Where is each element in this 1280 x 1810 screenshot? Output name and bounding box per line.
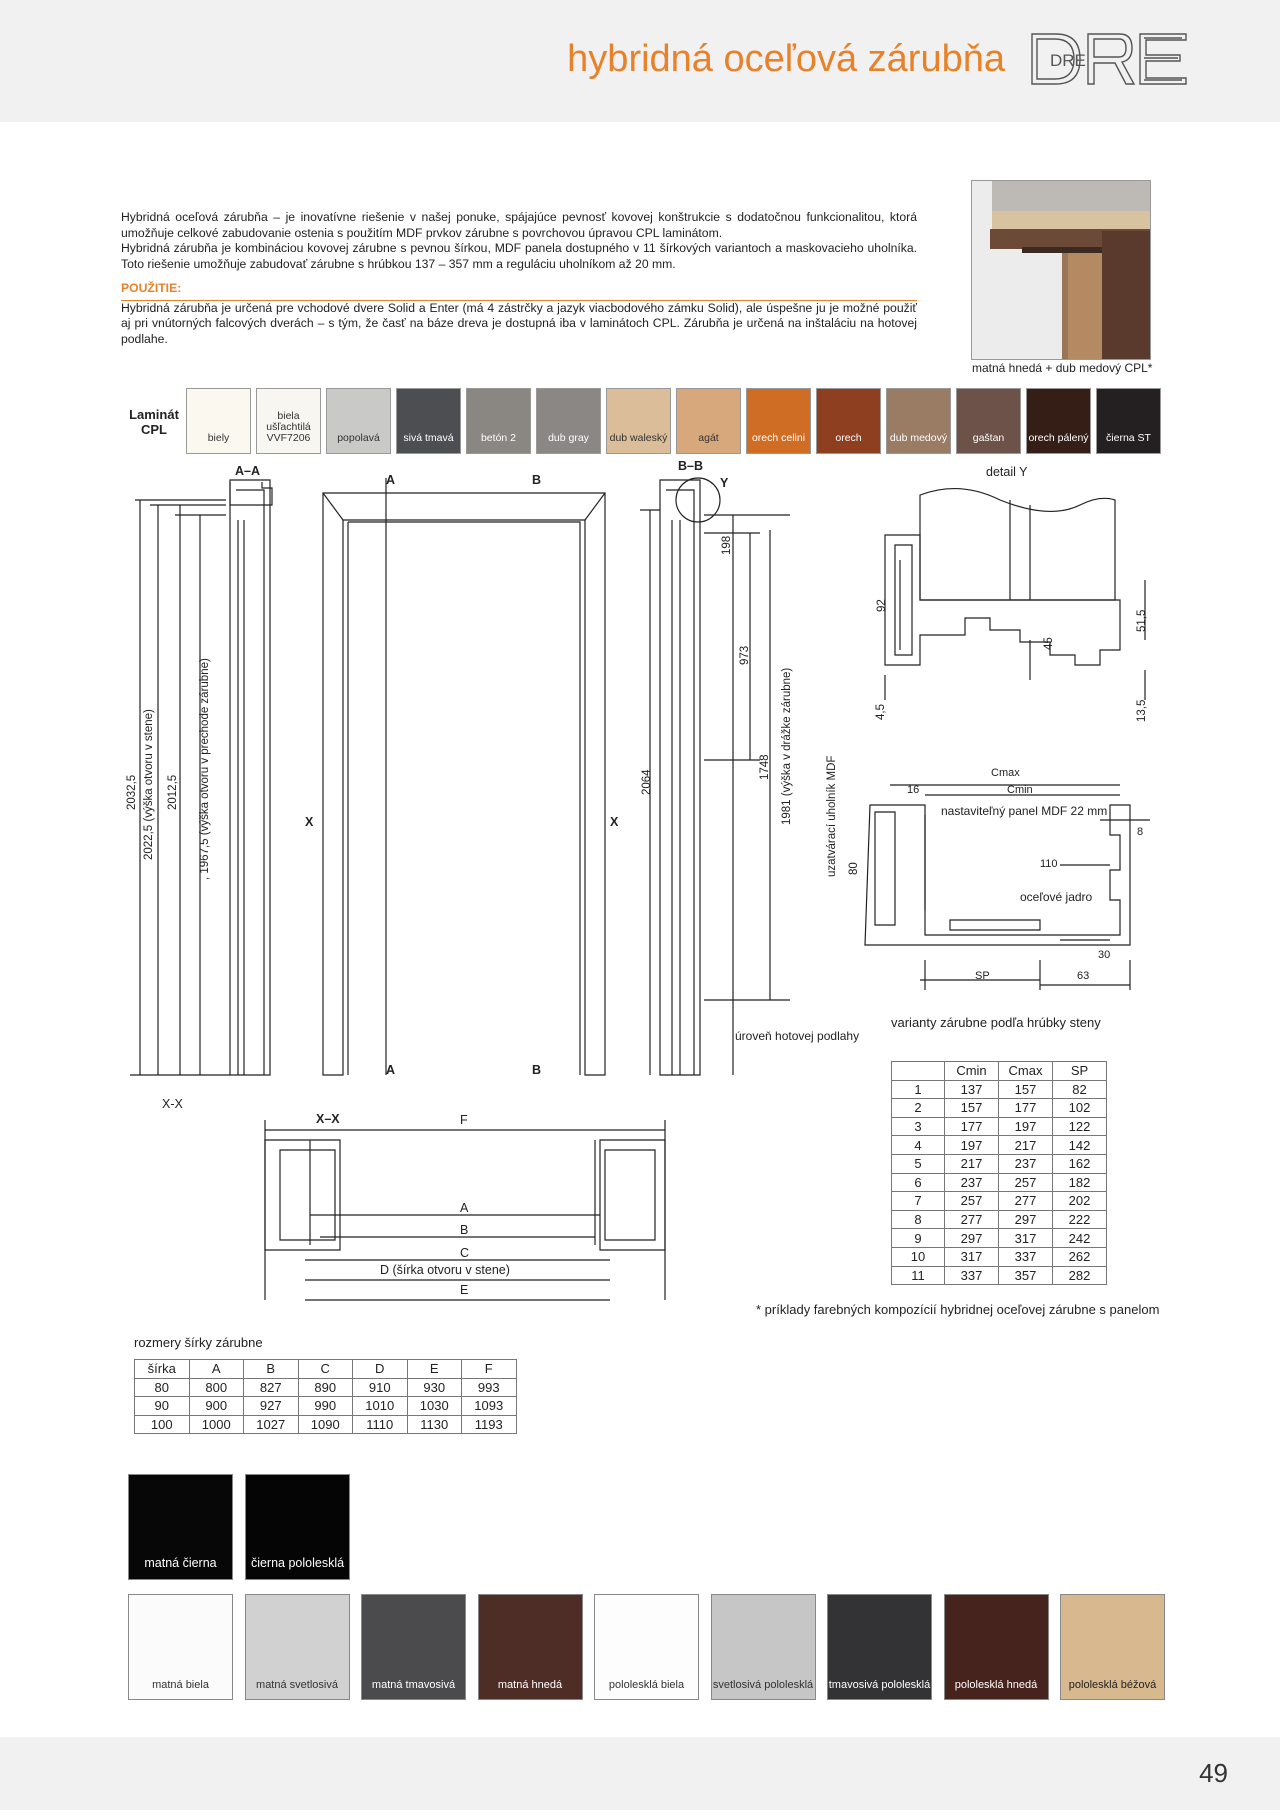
- table-cell: 257: [945, 1192, 999, 1211]
- page-title: hybridná oceľová zárubňa: [567, 38, 1005, 80]
- table-cell: 1000: [189, 1415, 244, 1434]
- table-cell: 177: [999, 1099, 1053, 1118]
- laminate-swatch: betón 2: [466, 388, 531, 454]
- svg-text:92: 92: [876, 599, 888, 612]
- table-cell: 1093: [462, 1397, 517, 1416]
- table-cell: 800: [189, 1378, 244, 1397]
- laminate-swatch: orech pálený: [1026, 388, 1091, 454]
- table-cell: 282: [1053, 1266, 1107, 1285]
- table-cell: 100: [135, 1415, 190, 1434]
- table-header: D: [353, 1360, 408, 1379]
- table-cell: 1130: [407, 1415, 462, 1434]
- widths-caption: rozmery šírky zárubne: [134, 1335, 263, 1350]
- table-cell: 317: [945, 1247, 999, 1266]
- metal-swatch: matná biela: [128, 1594, 233, 1700]
- table-cell: 80: [135, 1378, 190, 1397]
- table-row: [135, 1397, 517, 1416]
- table-cell: 930: [407, 1378, 462, 1397]
- svg-text:4,5: 4,5: [875, 704, 887, 720]
- table-cell: 197: [999, 1117, 1053, 1136]
- table-cell: 1: [892, 1080, 945, 1099]
- table-cell: 910: [353, 1378, 408, 1397]
- metal-swatch: matná svetlosivá: [245, 1594, 350, 1700]
- table-cell: 337: [945, 1266, 999, 1285]
- table-row: [892, 1173, 1107, 1192]
- svg-text:110: 110: [1040, 858, 1058, 870]
- table-cell: 297: [945, 1229, 999, 1248]
- table-header: F: [462, 1360, 517, 1379]
- table-cell: 237: [945, 1173, 999, 1192]
- laminate-swatch: popolavá: [326, 388, 391, 454]
- table-cell: 927: [244, 1397, 299, 1416]
- table-header: E: [407, 1360, 462, 1379]
- table-cell: 317: [999, 1229, 1053, 1248]
- svg-text:B: B: [532, 1063, 542, 1077]
- metal-swatch: matná čierna: [128, 1474, 233, 1580]
- svg-text:F: F: [460, 1113, 468, 1127]
- svg-text:63: 63: [1077, 970, 1090, 982]
- table-cell: 1030: [407, 1397, 462, 1416]
- svg-text:B: B: [460, 1223, 469, 1237]
- svg-text:Y: Y: [720, 476, 729, 490]
- table-cell: 222: [1053, 1210, 1107, 1229]
- table-cell: 827: [244, 1378, 299, 1397]
- svg-text:B–B: B–B: [678, 459, 704, 473]
- svg-text:DRE: DRE: [1050, 51, 1086, 70]
- svg-text:1981 (výška v drážke zárubne): 1981 (výška v drážke zárubne): [781, 667, 793, 825]
- svg-text:A–A: A–A: [235, 464, 261, 478]
- table-cell: 202: [1053, 1192, 1107, 1211]
- table-cell: 337: [999, 1247, 1053, 1266]
- table-cell: 277: [945, 1210, 999, 1229]
- svg-text:SP: SP: [975, 970, 990, 982]
- svg-text:A: A: [386, 473, 396, 487]
- metal-swatch: čierna pololesklá: [245, 1474, 350, 1580]
- table-cell: 8: [892, 1210, 945, 1229]
- svg-text:2022,5 (výška otvoru v stene): 2022,5 (výška otvoru v stene): [143, 709, 155, 860]
- table-header: B: [244, 1360, 299, 1379]
- table-row: [892, 1117, 1107, 1136]
- laminate-swatch: gaštan: [956, 388, 1021, 454]
- table-cell: 1010: [353, 1397, 408, 1416]
- table-header: šírka: [135, 1360, 190, 1379]
- widths-table: [134, 1359, 517, 1434]
- table-header: Cmax: [999, 1062, 1053, 1081]
- table-cell: 890: [298, 1378, 353, 1397]
- metal-swatch: pololesklá béžová: [1060, 1594, 1165, 1700]
- laminate-swatch: dub gray: [536, 388, 601, 454]
- intro-paragraph-1: Hybridná oceľová zárubňa – je inovatívne riešenie v našej ponuke, spájajúce pevnosť kovovej konštrukcie s dodatočnou funkcionalitou, ktorá umožňuje celkové zabudovanie ostenia s použitím MDF prvkov zárubne s povrchovou úpravou CPL laminátom.: [121, 210, 917, 240]
- laminate-swatch: čierna ST: [1096, 388, 1161, 454]
- laminate-swatch: dub waleský: [606, 388, 671, 454]
- table-cell: 4: [892, 1136, 945, 1155]
- svg-text:A: A: [386, 1063, 396, 1077]
- table-cell: 217: [945, 1154, 999, 1173]
- svg-text:A: A: [460, 1201, 469, 1215]
- svg-text:, 1967,5 (výška otvoru v prech: , 1967,5 (výška otvoru v prechode zárubne): [199, 658, 211, 880]
- svg-text:198: 198: [721, 535, 733, 555]
- table-cell: 237: [999, 1154, 1053, 1173]
- usage-text: Hybridná zárubňa je určená pre vchodové dvere Solid a Enter (má 4 zástrčky a jazyk viacbodového zámku Solid), ale úspešne ju je možné použiť aj pri vnútorných falcových dverách – s tým, že časť na báze dreva je dostupná iba v laminátoch CPL. Zárubňa je určená na inštaláciu na hotovej podlahe.: [121, 300, 917, 346]
- svg-text:2012,5: 2012,5: [167, 774, 179, 810]
- laminate-swatch: agát: [676, 388, 741, 454]
- svg-text:80: 80: [848, 862, 860, 875]
- table-row: [135, 1378, 517, 1397]
- svg-text:1748: 1748: [759, 754, 771, 780]
- svg-text:2032,5: 2032,5: [126, 774, 138, 810]
- table-cell: 137: [945, 1080, 999, 1099]
- metal-swatch: matná tmavosivá: [361, 1594, 466, 1700]
- metal-swatch: pololesklá biela: [594, 1594, 699, 1700]
- svg-text:973: 973: [739, 645, 751, 665]
- svg-text:detail Y: detail Y: [986, 465, 1028, 479]
- laminate-label: Laminát CPL: [129, 407, 179, 437]
- table-header: A: [189, 1360, 244, 1379]
- table-row: [892, 1136, 1107, 1155]
- table-cell: 157: [945, 1099, 999, 1118]
- table-cell: 197: [945, 1136, 999, 1155]
- table-cell: 1027: [244, 1415, 299, 1434]
- table-cell: 990: [298, 1397, 353, 1416]
- table-header: Cmin: [945, 1062, 999, 1081]
- table-cell: 90: [135, 1397, 190, 1416]
- table-cell: 157: [999, 1080, 1053, 1099]
- metal-swatch: pololesklá hnedá: [944, 1594, 1049, 1700]
- table-cell: 162: [1053, 1154, 1107, 1173]
- svg-text:8: 8: [1137, 826, 1144, 838]
- laminate-swatch: biely: [186, 388, 251, 454]
- table-header: C: [298, 1360, 353, 1379]
- svg-text:X: X: [610, 815, 619, 829]
- svg-text:Cmin: Cmin: [1007, 784, 1033, 796]
- svg-text:X–X: X–X: [316, 1112, 340, 1126]
- intro-paragraph-2: Hybridná zárubňa je kombináciou kovovej zárubne s pevnou šírkou, MDF panela dostupného v 11 šírkových variantoch a maskovacieho uholníka. Toto riešenie umožňuje zabudovať zárubne s hrúbkou 137 – 357 mm a reguláciu uholníkom až 20 mm.: [121, 241, 917, 271]
- table-cell: 6: [892, 1173, 945, 1192]
- table-cell: 142: [1053, 1136, 1107, 1155]
- laminate-swatch: dub medový: [886, 388, 951, 454]
- table-cell: 297: [999, 1210, 1053, 1229]
- table-cell: 7: [892, 1192, 945, 1211]
- svg-text:D (šírka otvoru v stene): D (šírka otvoru v stene): [380, 1263, 510, 1277]
- table-cell: 993: [462, 1378, 517, 1397]
- variants-table: [891, 1061, 1107, 1285]
- svg-text:E: E: [460, 1283, 469, 1297]
- metal-swatch: svetlosivá pololesklá: [711, 1594, 816, 1700]
- table-cell: 182: [1053, 1173, 1107, 1192]
- table-cell: 277: [999, 1192, 1053, 1211]
- svg-text:oceľové jadro: oceľové jadro: [1020, 890, 1093, 904]
- laminate-swatch: biela ušľachtilá VVF7206: [256, 388, 321, 454]
- svg-text:Cmax: Cmax: [991, 767, 1020, 779]
- table-cell: 900: [189, 1397, 244, 1416]
- table-cell: 5: [892, 1154, 945, 1173]
- table-cell: 1193: [462, 1415, 517, 1434]
- usage-heading: POUŽITIE:: [121, 281, 917, 301]
- svg-text:nastaviteľný panel MDF 22 mm: nastaviteľný panel MDF 22 mm: [941, 804, 1108, 818]
- table-cell: 11: [892, 1266, 945, 1285]
- svg-text:16: 16: [907, 784, 920, 796]
- table-cell: 102: [1053, 1099, 1107, 1118]
- table-cell: 242: [1053, 1229, 1107, 1248]
- svg-text:B: B: [532, 473, 542, 487]
- footer-bar: [0, 1737, 1280, 1810]
- svg-text:úroveň hotovej podlahy: úroveň hotovej podlahy: [735, 1029, 860, 1043]
- table-row: [892, 1154, 1107, 1173]
- table-row: [892, 1192, 1107, 1211]
- table-cell: 1110: [353, 1415, 408, 1434]
- page-number: 49: [1199, 1758, 1228, 1788]
- table-cell: 262: [1053, 1247, 1107, 1266]
- table-cell: 82: [1053, 1080, 1107, 1099]
- svg-text:51,5: 51,5: [1136, 609, 1148, 632]
- svg-text:30: 30: [1098, 949, 1111, 961]
- table-row: [892, 1266, 1107, 1285]
- table-cell: 357: [999, 1266, 1053, 1285]
- table-cell: 9: [892, 1229, 945, 1248]
- svg-text:2064: 2064: [641, 769, 653, 795]
- table-cell: 177: [945, 1117, 999, 1136]
- table-cell: 2: [892, 1099, 945, 1118]
- table-cell: 10: [892, 1247, 945, 1266]
- svg-text:C: C: [460, 1246, 470, 1260]
- svg-text:uzatvárací uholník MDF: uzatvárací uholník MDF: [826, 755, 838, 877]
- table-cell: 3: [892, 1117, 945, 1136]
- table-cell: 122: [1053, 1117, 1107, 1136]
- table-row: [892, 1080, 1107, 1099]
- table-cell: 1090: [298, 1415, 353, 1434]
- table-row: [892, 1210, 1107, 1229]
- laminate-swatch: orech celini: [746, 388, 811, 454]
- photo-caption: matná hnedá + dub medový CPL*: [972, 361, 1153, 375]
- metal-swatch: tmavosivá pololesklá: [827, 1594, 932, 1700]
- table-cell: 257: [999, 1173, 1053, 1192]
- table-header: [892, 1062, 945, 1081]
- svg-text:X: X: [305, 815, 314, 829]
- table-row: [892, 1099, 1107, 1118]
- table-row: [892, 1247, 1107, 1266]
- svg-text:13,5: 13,5: [1136, 699, 1148, 722]
- variants-caption: varianty zárubne podľa hrúbky steny: [891, 1015, 1101, 1030]
- table-header: SP: [1053, 1062, 1107, 1081]
- metal-swatch: matná hnedá: [478, 1594, 583, 1700]
- svg-text:X-X: X-X: [162, 1097, 183, 1111]
- footnote: * príklady farebných kompozícií hybridnej oceľovej zárubne s panelom: [756, 1302, 1160, 1317]
- laminate-swatch: sivá tmavá: [396, 388, 461, 454]
- svg-text:45: 45: [1043, 637, 1055, 650]
- table-cell: 217: [999, 1136, 1053, 1155]
- table-row: [135, 1415, 517, 1434]
- laminate-swatch: orech: [816, 388, 881, 454]
- table-row: [892, 1229, 1107, 1248]
